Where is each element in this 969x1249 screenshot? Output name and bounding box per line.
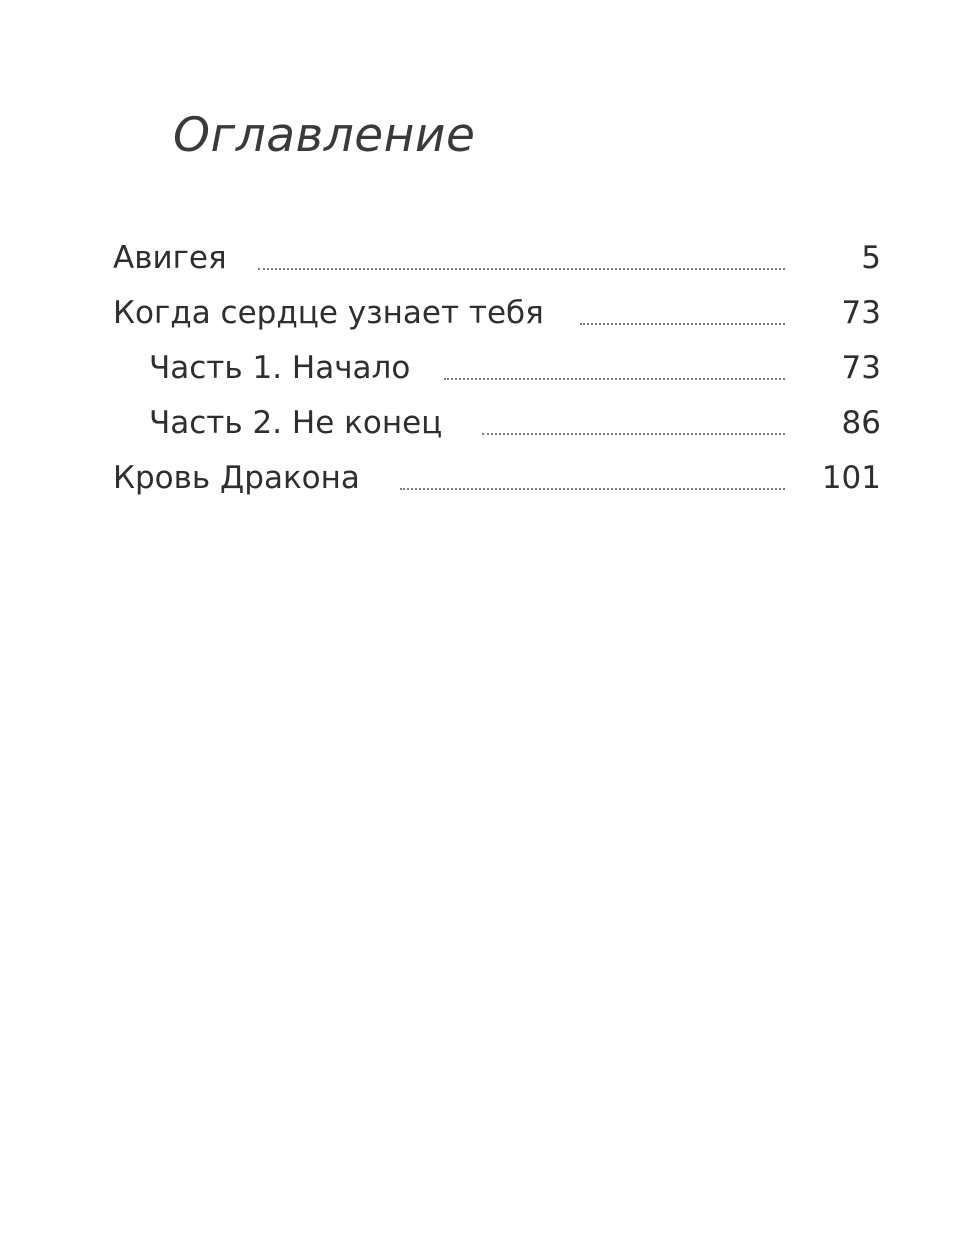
toc-entry[interactable]	[113, 458, 881, 498]
toc-page-number: 5	[861, 240, 881, 276]
toc-page-number: 73	[841, 295, 881, 331]
toc-entry[interactable]	[149, 348, 881, 388]
toc-entry-title: Когда сердце узнает тебя	[113, 295, 544, 331]
toc-page-number: 73	[841, 350, 881, 386]
toc-dot-leader	[400, 488, 785, 490]
toc-entry[interactable]	[113, 293, 881, 333]
toc-dot-leader	[444, 378, 785, 380]
toc-entry[interactable]	[113, 238, 881, 278]
toc-entry[interactable]	[149, 403, 881, 443]
toc-entry-title: Авигея	[113, 240, 227, 276]
toc-dot-leader	[258, 268, 785, 270]
toc-dot-leader	[482, 433, 785, 435]
toc-entry-title: Часть 2. Не конец	[149, 405, 443, 441]
page-title: Оглавление	[173, 108, 476, 163]
toc-page-number: 101	[821, 460, 881, 496]
toc-entry-title: Кровь Дракона	[113, 460, 360, 496]
toc-page-number: 86	[841, 405, 881, 441]
toc-entry-title: Часть 1. Начало	[149, 350, 411, 386]
toc-dot-leader	[580, 323, 785, 325]
